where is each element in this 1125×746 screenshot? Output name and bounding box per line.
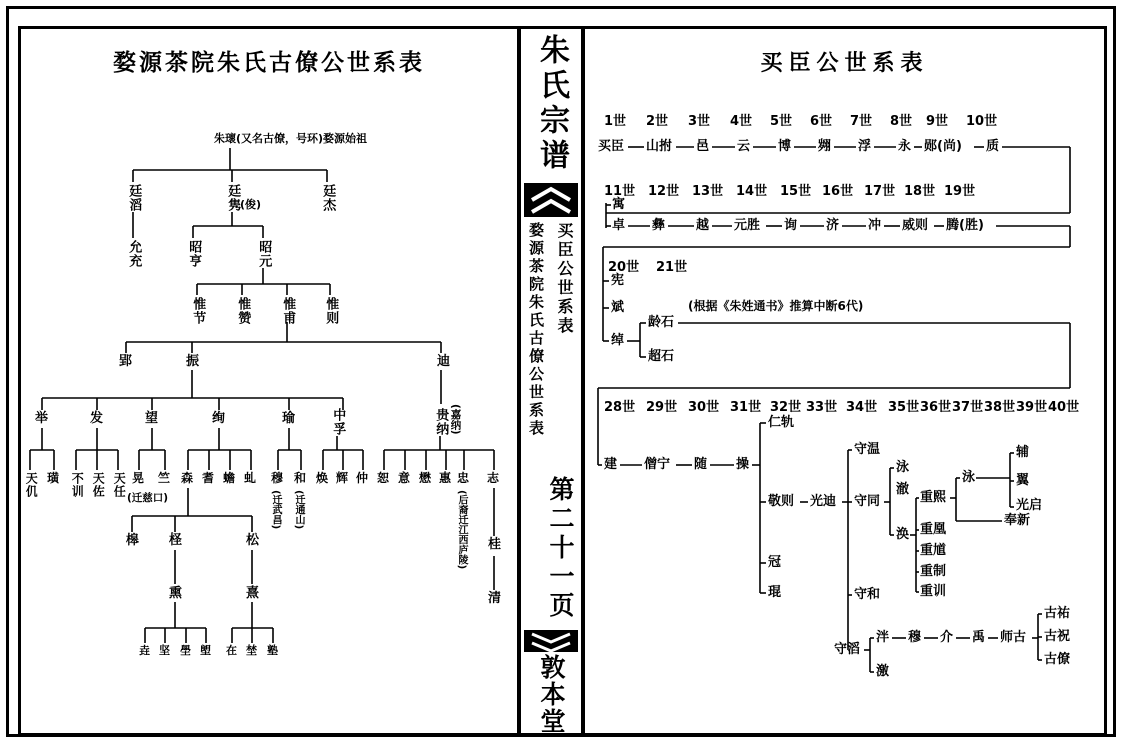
person-zhu2: 竺: [158, 471, 171, 485]
generation-header-17世: 17世: [864, 184, 896, 199]
generation-header-33世: 33世: [806, 400, 838, 415]
right-page-title: 买臣公世系表: [760, 51, 929, 76]
person-weize18: 威则: [902, 218, 929, 233]
person-zhongkui: 重馗: [920, 543, 947, 558]
spine-chapter-right: 买臣公世系表: [555, 222, 574, 336]
person-sengning: 僧宁: [644, 457, 671, 472]
person-guina: 贵纳: [433, 408, 449, 436]
person-mu36: 穆: [908, 630, 922, 645]
generation-header-28世: 28世: [604, 400, 636, 415]
person-ye: 埜: [246, 644, 257, 657]
generation-header-20世: 20世: [608, 260, 640, 275]
person-gui: 桂: [488, 537, 502, 552]
person-zhaoyuan: 昭元: [256, 240, 272, 268]
generation-header-32世: 32世: [770, 400, 802, 415]
person-cao31: 操: [736, 457, 750, 472]
generation-header-34世: 34世: [846, 400, 878, 415]
person-zhong6: 忠: [457, 471, 470, 485]
generation-header-31世: 31世: [730, 400, 762, 415]
person-yi38: 翼: [1016, 473, 1030, 488]
person-fu7: 浮: [858, 139, 872, 154]
person-xun_x: 熏: [169, 586, 183, 601]
person-c4: 塱: [200, 644, 211, 657]
generation-header-36世: 36世: [920, 400, 952, 415]
person-weize32: 惟则: [323, 297, 339, 325]
person-zhonghuang: 重凰: [920, 522, 947, 537]
generation-header-1世: 1世: [604, 114, 627, 129]
generation-header-21世: 21世: [656, 260, 688, 275]
person-wang: 望: [145, 411, 159, 426]
spine-book-title: 朱氏宗谱: [534, 34, 569, 174]
person-shoutong: 守同: [854, 494, 881, 509]
person-sen: 森: [181, 471, 194, 485]
person-yi_city: 邑: [696, 139, 710, 154]
person-gzhu: 古祝: [1044, 629, 1071, 644]
generation-header-4世: 4世: [730, 114, 753, 129]
person-cheng: 柽: [169, 533, 183, 548]
person-zai: 在: [226, 644, 237, 657]
person-bo: 博: [778, 139, 792, 154]
generation-header-2世: 2世: [646, 114, 669, 129]
spine-chapter-left: 婺源茶院朱氏古僚公世系表: [527, 222, 545, 438]
person-ju: 举: [35, 411, 49, 426]
person-yunchong: 允充: [126, 240, 142, 268]
person-he_cap: (迁通山): [293, 490, 304, 530]
generation-header-38世: 38世: [984, 400, 1016, 415]
person-chuo20: 绰: [611, 333, 625, 348]
person-guangdi: 光迪: [810, 494, 837, 509]
person-weifu: 惟甫: [280, 297, 296, 325]
person-yong37: 泳: [962, 470, 976, 485]
person-yu5: 瑜: [282, 411, 296, 426]
person-pan35: 泮: [876, 630, 890, 645]
person-zhongzhi: 重制: [920, 564, 947, 579]
generation-header-13世: 13世: [692, 184, 724, 199]
person-che35: 澈: [896, 482, 910, 497]
person-yong35: 泳: [896, 460, 910, 475]
person-tianzuo: 天佐: [91, 472, 106, 498]
person-tingtao: 廷滔: [126, 184, 142, 212]
person-shoutao: 守滔: [834, 642, 861, 657]
generation-header-37世: 37世: [952, 400, 984, 415]
person-chong17: 冲: [868, 218, 882, 233]
person-yu38: 禹: [972, 630, 986, 645]
person-teng19: 腾(胜): [946, 218, 984, 233]
person-tingjun: 廷隽: [225, 184, 241, 212]
person-yuansheng: 元胜: [734, 218, 761, 233]
person-xuan: 绚: [212, 411, 226, 426]
person-yi5: 意: [398, 471, 411, 485]
person-qi2: 耆: [202, 471, 215, 485]
person-shanfu: 山拊: [646, 139, 673, 154]
person-ji35: 激: [876, 664, 890, 679]
person-gyou: 古祐: [1044, 606, 1071, 621]
person-shouwen: 守温: [854, 442, 881, 457]
person-zhongfu: 中孚: [330, 408, 346, 436]
person-huang2: 晃: [132, 471, 145, 485]
person-jiana: (嘉纳): [449, 404, 462, 435]
person-zhong_cap: (后裔迁江西庐陵): [456, 490, 467, 570]
person-xun15: 询: [784, 218, 798, 233]
generation-header-3世: 3世: [688, 114, 711, 129]
person-zhaoheng: 昭亨: [186, 240, 202, 268]
generation-header-14世: 14世: [736, 184, 768, 199]
generation-header-18世: 18世: [904, 184, 936, 199]
person-qing: 清: [488, 591, 502, 606]
person-chaoshi: 超石: [648, 349, 675, 364]
person-xian20: 宪: [611, 273, 625, 288]
person-song: 松: [246, 533, 260, 548]
book-spine: [517, 26, 585, 736]
person-zhong5: 仲: [356, 471, 369, 485]
person-jian28: 建: [604, 457, 618, 472]
person-tingjun_note: (俊): [240, 198, 262, 211]
double-chevron-down-icon: [524, 630, 578, 652]
person-sui30: 随: [694, 457, 708, 472]
generation-header-29世: 29世: [646, 400, 678, 415]
generation-header-6世: 6世: [810, 114, 833, 129]
person-tingjie: 廷杰: [320, 184, 336, 212]
person-yun: 云: [737, 139, 751, 154]
person-jingze: 敬则: [768, 494, 795, 509]
person-jie37: 介: [940, 630, 954, 645]
generation-header-16世: 16世: [822, 184, 854, 199]
person-tianren: 天任: [112, 472, 127, 498]
person-zhen: 振: [186, 354, 200, 369]
person-buxun: 不训: [70, 472, 85, 498]
person-fu38: 辅: [1016, 445, 1030, 460]
person-ying: 郢: [119, 354, 133, 369]
person-zhi10: 质: [986, 139, 1000, 154]
generation-header-10世: 10世: [966, 114, 998, 129]
person-bin20: 斌: [611, 300, 625, 315]
generation-header-15世: 15世: [780, 184, 812, 199]
person-kun32: 琨: [768, 585, 782, 600]
person-c1: 垚: [139, 644, 150, 657]
person-ji16: 济: [826, 218, 840, 233]
person-hui6c: 惠: [439, 471, 452, 485]
person-mu5: 穆: [271, 471, 284, 485]
person-shu5: 恕: [377, 471, 390, 485]
generation-header-40世: 40世: [1048, 400, 1080, 415]
person-gliao: 古僚: [1044, 652, 1071, 667]
person-c3: 壆: [180, 644, 191, 657]
person-di: 迪: [437, 354, 451, 369]
generation-header-19世: 19世: [944, 184, 976, 199]
person-yun9: 郧(尚): [924, 139, 962, 154]
person-huan5: 焕: [316, 471, 329, 485]
person-hui5: 辉: [336, 471, 349, 485]
person-qianci: (迁慈口): [127, 492, 169, 504]
spine-page-number: 第二十一页: [546, 476, 575, 621]
person-hui6: 翙: [818, 139, 832, 154]
person-chan: 蟾: [223, 471, 236, 485]
person-he5: 和: [294, 471, 307, 485]
person-zhuo11: 卓: [612, 218, 626, 233]
generation-header-35世: 35世: [888, 400, 920, 415]
person-mu_cap: (迁武昌): [270, 490, 281, 530]
generation-header-5世: 5世: [770, 114, 793, 129]
person-guangqi: 光启: [1016, 498, 1043, 513]
person-zhi5: 志: [487, 471, 500, 485]
generation-header-11世: 11世: [604, 184, 636, 199]
broken-generation-note: (根据《朱姓通书》推算中断6代): [688, 299, 864, 313]
generation-header-8世: 8世: [890, 114, 913, 129]
person-tianji: 天仉: [24, 472, 39, 498]
person-zhongxi: 重熙: [920, 490, 947, 505]
ancestor-root: 朱瓌(又名古僚，号环)婺源始祖: [214, 132, 368, 145]
left-page-title: 婺源茶院朱氏古僚公世系表: [113, 50, 425, 76]
generation-header-7世: 7世: [850, 114, 873, 129]
person-gao: 槔: [126, 533, 140, 548]
person-lingshi: 龄石: [648, 315, 675, 330]
person-zhongxun: 重训: [920, 584, 947, 599]
person-rengui: 仁轨: [768, 415, 795, 430]
person-shu2x: 塾: [267, 644, 278, 657]
generation-header-12世: 12世: [648, 184, 680, 199]
double-chevron-up-icon: [524, 183, 578, 217]
person-shigu: 师古: [1000, 630, 1027, 645]
person-yong8: 永: [898, 139, 912, 154]
person-mao5: 懋: [419, 471, 432, 485]
person-fa: 发: [90, 411, 104, 426]
person-c2: 坚: [159, 644, 170, 657]
person-xi_x: 熹: [246, 586, 260, 601]
person-shouhe: 守和: [854, 587, 881, 602]
generation-header-9世: 9世: [926, 114, 949, 129]
person-weijie: 惟节: [190, 297, 206, 325]
person-weizan: 惟赞: [235, 297, 251, 325]
person-yu11: 寓: [612, 197, 626, 212]
person-yi12: 彝: [652, 218, 666, 233]
person-yue13: 越: [696, 218, 710, 233]
person-maichen: 买臣: [598, 139, 625, 154]
generation-header-30世: 30世: [688, 400, 720, 415]
spine-hall-name: 敦本堂: [537, 654, 566, 735]
generation-header-39世: 39世: [1016, 400, 1048, 415]
person-huan35: 涣: [896, 527, 910, 542]
person-qiu: 虬: [244, 471, 257, 485]
person-huang1: 璜: [47, 471, 60, 485]
person-fengxin: 奉新: [1004, 513, 1031, 528]
person-guan32: 冠: [768, 555, 782, 570]
